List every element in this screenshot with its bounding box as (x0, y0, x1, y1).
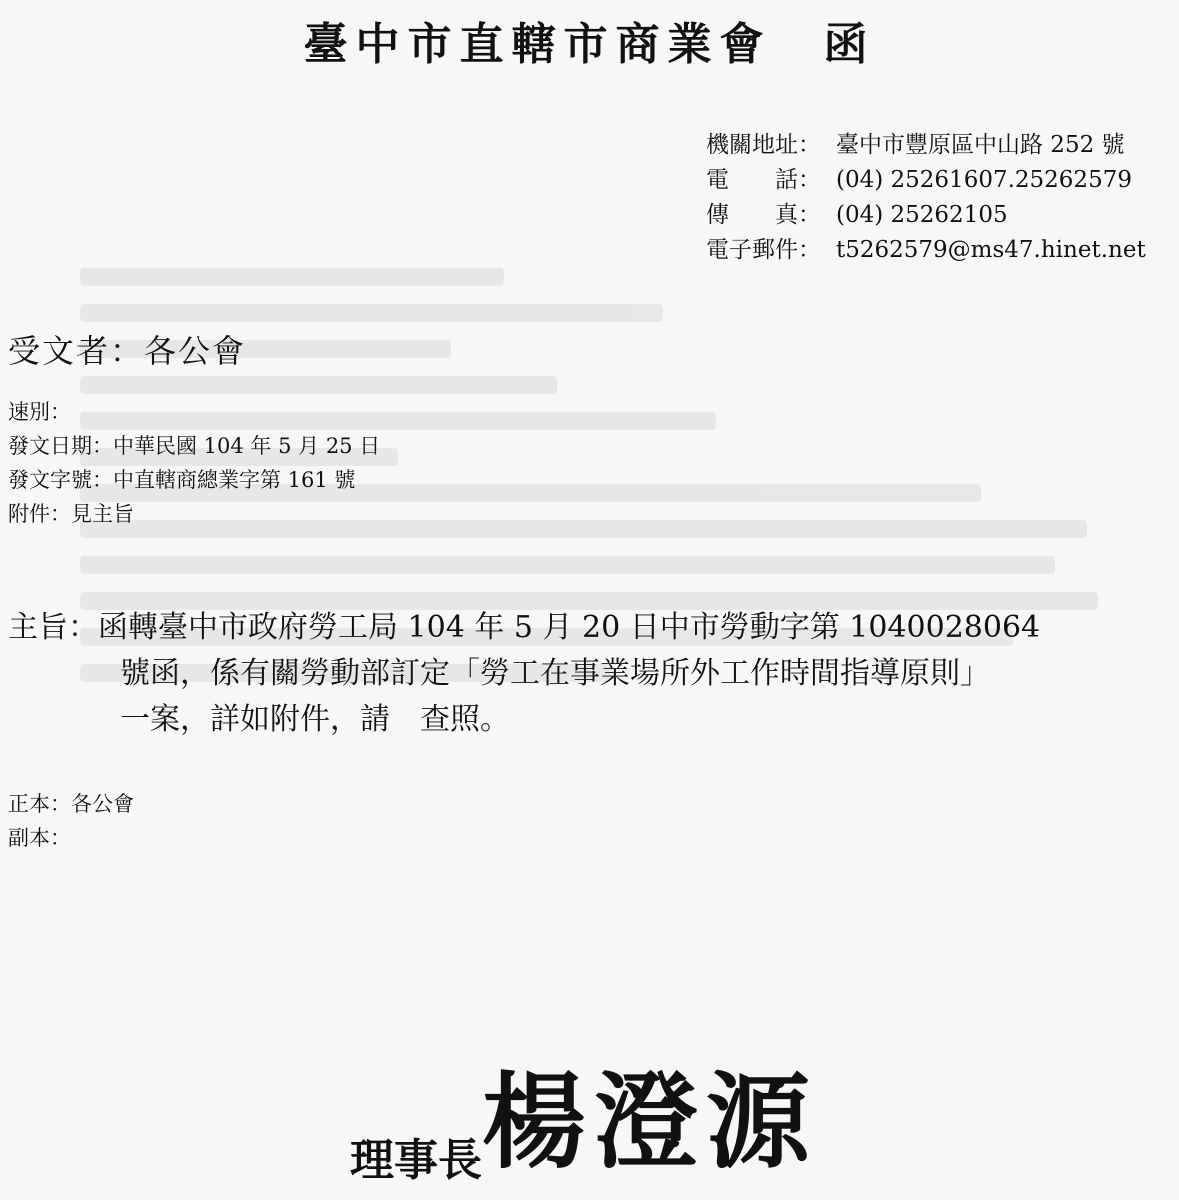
letter-title: 臺中市直轄市商業會 函 (303, 19, 876, 70)
phone-row (706, 163, 1146, 198)
original-label: 正本： (8, 792, 71, 816)
fax-row (706, 198, 1146, 233)
recipient-line (8, 326, 246, 372)
address-value: 臺中市豐原區中山路 252 號 (836, 132, 1125, 158)
signature-title: 理事長 (350, 1135, 482, 1186)
date-label: 發文日期： (8, 434, 113, 458)
speed-label: 速別： (8, 400, 71, 424)
recipient-label: 受文者： (8, 332, 145, 370)
address-label: 機關地址： (706, 132, 821, 158)
speed-row (8, 395, 380, 429)
contact-block (706, 128, 1146, 268)
attachment-row (8, 497, 380, 531)
subject-text-1: 函轉臺中市政府勞工局 104 年 5 月 20 日中市勞動字第 1040028064 (98, 610, 1041, 645)
original-value: 各公會 (71, 792, 134, 816)
number-value: 中直轄商總業字第 161 號 (113, 468, 356, 492)
meta-block (8, 395, 380, 531)
email-label: 電子郵件： (706, 237, 821, 263)
subject-line-1 (8, 605, 1040, 651)
attachment-label: 附件： (8, 502, 71, 526)
attachment-value: 見主旨 (71, 502, 134, 526)
signature-name: 楊澄源 (482, 1060, 819, 1183)
email-row (706, 233, 1146, 268)
signature (350, 1038, 818, 1188)
subject-label: 主旨： (8, 610, 98, 645)
copies-block (8, 787, 134, 855)
subject-block (8, 605, 1040, 743)
address-row (706, 128, 1146, 163)
date-row (8, 429, 380, 463)
cc-label: 副本： (8, 826, 71, 850)
number-label: 發文字號： (8, 468, 113, 492)
fax-label: 傳 真： (706, 202, 821, 228)
subject-line-2: 號函，係有關勞動部訂定「勞工在事業場所外工作時間指導原則」 (120, 656, 990, 691)
date-value: 中華民國 104 年 5 月 25 日 (113, 434, 381, 458)
original-row (8, 787, 134, 821)
email-value: t5262579@ms47.hinet.net (836, 237, 1146, 263)
number-row (8, 463, 380, 497)
phone-label: 電 話： (706, 167, 821, 193)
fax-value: (04) 25262105 (836, 202, 1008, 228)
phone-value: (04) 25261607.25262579 (836, 167, 1132, 193)
subject-line-3: 一案，詳如附件，請 查照。 (120, 702, 510, 737)
recipient-value: 各公會 (144, 332, 247, 370)
cc-row (8, 821, 134, 855)
